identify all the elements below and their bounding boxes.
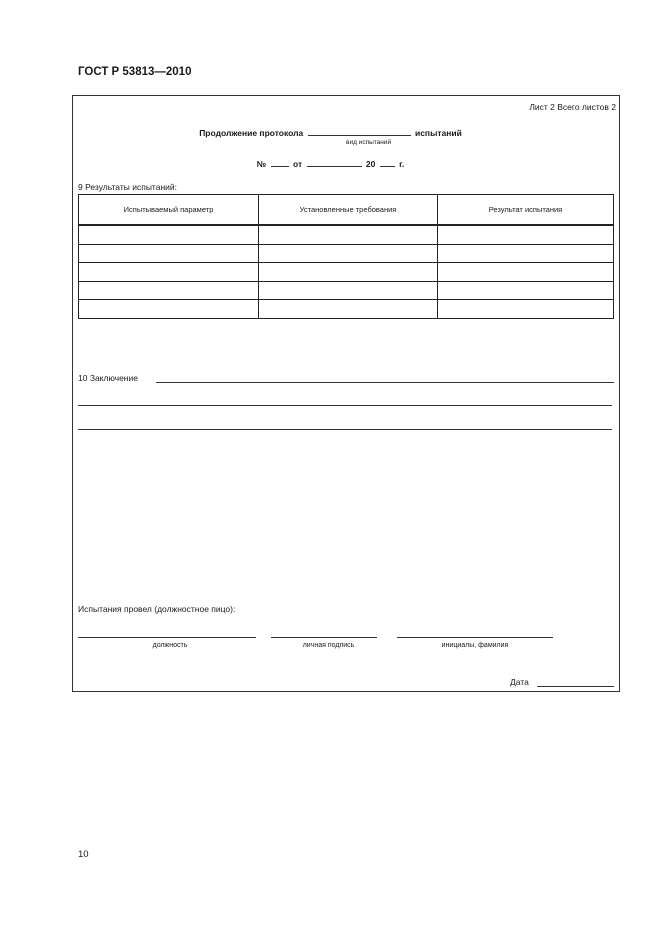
table-cell[interactable] (438, 244, 614, 263)
table-cell[interactable] (259, 281, 438, 300)
page-number: 10 (78, 849, 89, 860)
table-row (79, 244, 614, 263)
results-heading: 9 Результаты испытаний: (78, 182, 178, 192)
table-cell[interactable] (259, 225, 438, 244)
position-caption: должность (152, 642, 188, 649)
sheet-info: Лист 2 Всего листов 2 (529, 102, 616, 112)
document-header-title: ГОСТ Р 53813—2010 (78, 66, 192, 78)
test-type-blank (308, 126, 411, 136)
table-cell[interactable] (259, 263, 438, 282)
table-cell[interactable] (438, 281, 614, 300)
year-prefix: 20 (365, 159, 376, 169)
year-suffix: г. (399, 159, 405, 169)
number-blank (271, 157, 289, 167)
table-cell[interactable] (79, 244, 259, 263)
conclusion-line-3[interactable] (78, 429, 612, 430)
protocol-suffix: испытаний (414, 128, 462, 138)
table-row (79, 281, 614, 300)
table-cell[interactable] (438, 225, 614, 244)
table-header-row (79, 195, 614, 226)
table-cell[interactable] (438, 300, 614, 319)
protocol-title-line (0, 126, 661, 138)
signature-caption: личная подпись (302, 642, 355, 649)
year-blank (380, 157, 395, 167)
number-label: № (256, 159, 267, 169)
table-cell[interactable] (79, 281, 259, 300)
protocol-prefix: Продолжение протокола (199, 128, 304, 138)
table-cell[interactable] (79, 300, 259, 319)
table-cell[interactable] (79, 225, 259, 244)
table-row (79, 300, 614, 319)
date-label: Дата (510, 677, 529, 687)
results-table (78, 194, 614, 319)
date-blank (307, 157, 362, 167)
name-signature-line[interactable] (397, 637, 553, 638)
test-type-caption: вид испытаний (346, 139, 392, 146)
table-cell[interactable] (438, 263, 614, 282)
name-caption: инициалы, фамилия (441, 642, 509, 649)
date-from-label: от (293, 159, 303, 169)
table-row (79, 263, 614, 282)
table-row (79, 225, 614, 244)
position-signature-line[interactable] (78, 637, 256, 638)
protocol-number-line (0, 157, 661, 169)
column-header-requirements: Установленные требования (259, 195, 438, 226)
column-header-parameter: Испытываемый параметр (79, 195, 259, 226)
tested-by-label: Испытания провел (должностное пицо): (78, 604, 236, 614)
personal-signature-line[interactable] (271, 637, 377, 638)
date-line[interactable] (537, 686, 614, 687)
table-cell[interactable] (79, 263, 259, 282)
column-header-result: Результат испытания (438, 195, 614, 226)
table-cell[interactable] (259, 244, 438, 263)
conclusion-line-2[interactable] (78, 405, 612, 406)
conclusion-line-1[interactable] (156, 382, 614, 383)
table-cell[interactable] (259, 300, 438, 319)
conclusion-label: 10 Заключение (78, 373, 138, 383)
